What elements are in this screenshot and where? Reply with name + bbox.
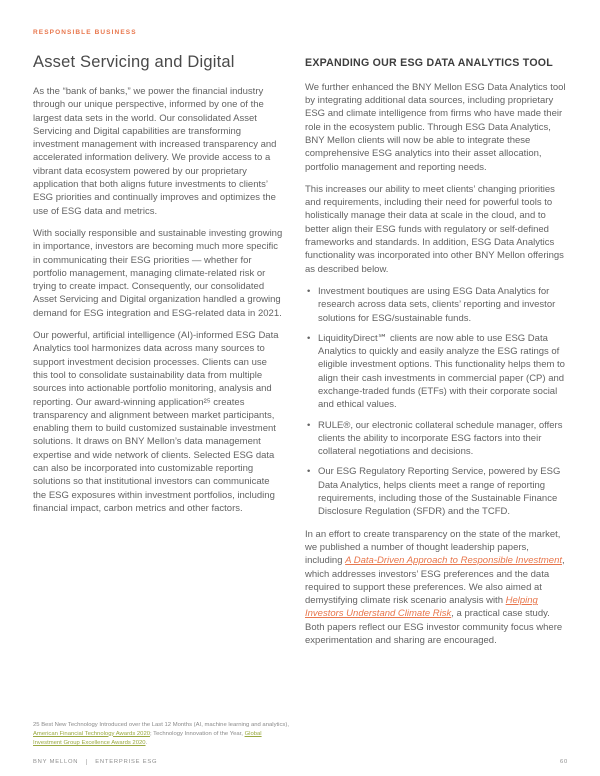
closing-text-1: In an effort to create transparency on the state of the market, we published a number of thought leadership papers, including <box>305 528 561 567</box>
left-paragraph-1: As the “bank of banks,” we power the financial industry through our unique perspective, informed by one of the largest data sets in the world. Our consolidated Asset Servicing and Digital capabilities are transforming investment management with increased transparency and accelerated information delivery. We provide access to a vibrant data ecosystem powered by our proprietary application that both aligns future investments to clients’ ESG priorities and continually improves and optimizes the use of ESG data and metrics. <box>33 86 277 217</box>
esg-offerings-bullet-list <box>305 285 568 519</box>
right-paragraph-2: This increases our ability to meet clients’ changing priorities and requirements, including their need for powerful tools to holistically manage their data at scale in the cloud, and to better align their ESG funds with regulatory or self-defined frameworks and standards. In addition, ESG Data Analytics functionality was incorporated into other BNY Mellon offerings as described below. <box>305 183 564 275</box>
right-paragraph-1: We further enhanced the BNY Mellon ESG Data Analytics tool by integrating additional data sources, including proprietary ESG and climate intelligence from firms who have made their role in the ecosystem public. Through ESG Data Analytics, BNY Mellon clients will now be able to integrate these comprehensive ESG analytics into their asset allocation, portfolio management and reporting needs. <box>305 81 566 173</box>
closing-text-3: , a practical case study. Both papers reflect our ESG investor community focus where experimentation and sharing are encouraged. <box>305 608 563 647</box>
footer-divider <box>86 759 87 765</box>
bullet-item-regulatory-reporting: • Our ESG Regulatory Reporting Service, powered by ESG Data Analytics, helps clients meet a range of reporting requirements, including those of the Sustainable Finance Disclosure Regulation (SFDR) and the TCFD. <box>305 465 568 518</box>
two-column-layout <box>33 52 568 656</box>
footnote-text-3: . <box>145 739 148 746</box>
left-paragraph-3: Our powerful, artificial intelligence (AI)-informed ESG Data Analytics tool harmonizes data across many sources to support investment decision processes. Clients can use this tool to consolidate sustainability data from multiple sources into actionable portfolio monitoring, analysis and reporting. Our award-winning application²⁵ creates transparency and alignment between market participants, enabling them to build customized sustainable investment solutions. It draws on BNY Mellon’s data management expertise and wide network of clients. Selected ESG data can also be incorporated into customizable reporting solutions so that institutional investors can communicate the ESG exposures within investment portfolios, including financial impact, carbon metrics and other factors. <box>33 330 279 514</box>
left-column <box>33 52 283 524</box>
bullet-item-liquiditydirect: • LiquidityDirect℠ clients are now able to use ESG Data Analytics to quickly and easily analyze the ESG ratings of eligible investment options. This functionality helps them to align their cash investments in commercial paper (CP) and exchange-traded funds (ETFs) with their corporate social and ethical values. <box>305 332 568 412</box>
footer-brand: BNY MELLON <box>33 759 79 765</box>
aft-awards-link[interactable]: American Financial Technology Awards 2020 <box>33 730 151 737</box>
bullet-item-rule: • RULE®, our electronic collateral schedule manager, offers clients the ability to incorporate ESG factors into their collateral negotiations and decisions. <box>305 419 568 459</box>
section-eyebrow: RESPONSIBLE BUSINESS <box>33 29 137 36</box>
closing-paragraph <box>305 528 568 648</box>
page-title: Asset Servicing and Digital <box>33 53 235 71</box>
climate-risk-link[interactable]: Helping Investors Understand Climate Risk <box>305 595 538 620</box>
footer-left <box>33 759 157 765</box>
footnote-25 <box>33 721 289 748</box>
page-number: 60 <box>559 759 568 765</box>
right-section-title: EXPANDING OUR ESG DATA ANALYTICS TOOL <box>305 57 554 69</box>
footnote-text-1: 25 Best New Technology Introduced over the Last 12 Months (AI, machine learning and analytics), <box>33 721 289 728</box>
footer-document-title: ENTERPRISE ESG <box>95 759 158 765</box>
left-paragraph-2: With socially responsible and sustainable investing growing in importance, investors are becoming much more specific in communicating their ESG priorities — whether for portfolio management, managing climate-related risk or trying to create impact. Consequently, our consolidated Asset Servicing and Digital organization handled a growing demand for ESG integration and ESG-related data in 2021. <box>33 227 283 319</box>
data-driven-approach-link[interactable]: A Data-Driven Approach to Responsible Investment <box>345 555 562 567</box>
closing-text-2: , which addresses investors’ ESG preferences and the data required to support these preferences. We also aimed at demystifying climate risk scenario analysis with <box>305 555 565 607</box>
bullet-item-investment-boutiques: • Investment boutiques are using ESG Data Analytics for research across data sets, clients’ reporting and investor solutions for ESG/sustainable funds. <box>305 285 568 325</box>
page-footer <box>33 759 568 765</box>
right-column <box>305 52 568 656</box>
gig-awards-link[interactable]: Global Investment Group Excellence Awards 2020 <box>33 730 262 746</box>
footnote-text-2: ; Technology Innovation of the Year, <box>150 730 245 737</box>
